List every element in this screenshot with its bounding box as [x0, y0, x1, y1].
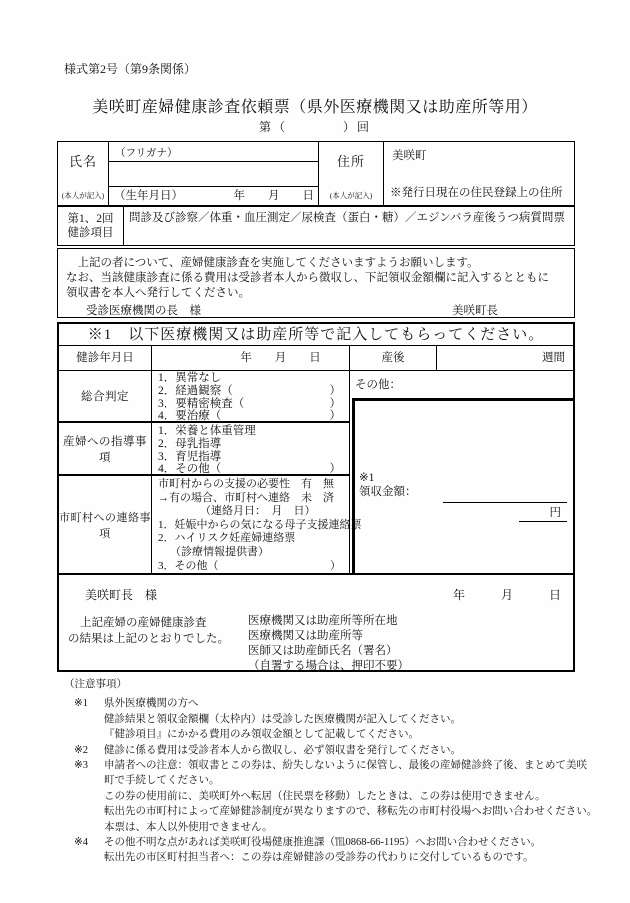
name-self-entry-note: (本人が記入) — [61, 191, 105, 200]
exam-items-label-cell — [58, 207, 124, 245]
clinic-entry-header: ※1 以下医療機関又は助産所等で記入してもらってください。 — [59, 324, 573, 346]
provider-address-label: 医療機関又は助産所等所在地 — [248, 615, 398, 627]
guidance-item: 4．その他（ ） — [158, 463, 341, 476]
receipt-ref-label: ※1 領収金額： — [359, 472, 417, 498]
address-remark: ※発行日現在の住民登録上の住所 — [390, 187, 563, 199]
postpartum-label: 産後 — [350, 346, 437, 370]
contact-item2b: （診療情報提供書） — [170, 545, 269, 558]
judgement-item: 2．経過観察（ ） — [158, 384, 341, 397]
exam-date-value: 年 月 日 — [152, 346, 350, 370]
round-line: 第（ ）回 — [258, 120, 371, 134]
contact-line3: （連絡月日： 月 日） — [200, 505, 316, 518]
address-town-value: 美咲町 — [392, 150, 427, 162]
request-line1: 上記の者について、産婦健康診査を実施してくださいますようお願いします。 — [77, 257, 479, 269]
address-label: 住所 — [336, 154, 365, 169]
judgement-list — [152, 371, 350, 423]
address-self-entry-note: (本人が記入) — [329, 191, 373, 200]
birthdate-label: （生年月日） — [114, 190, 183, 202]
notes-section — [64, 677, 604, 866]
result-date-units: 年 月 日 — [452, 588, 561, 602]
page-title: 美咲町産婦健康診査依頼票（県外医療機関又は助産所等用） — [92, 99, 538, 116]
request-line2: なお、当該健康診査に係る費用は受診者本人から徴収し、下記領収金額欄に記入するとともに — [66, 272, 549, 284]
note-item-3: ※3 申請者への注意：領収書とこの券は、紛失しないように保管し、最後の産婦健診終了後、まとめて美咲 町で手続してください。 この券の使用前に、美咲町外へ転居（住民票を移動）したときは、この券は使用できません。 転出先の市町村によって産婦健診制度が異なりますので、移転先の市町村役場へお問い合わせください。 本票は、本人以外使用できません。 — [74, 760, 598, 833]
exam-items-table — [57, 206, 575, 246]
request-box — [57, 248, 575, 318]
contact-item1: 1．妊娠中からの気になる母子支援連絡票 — [158, 518, 362, 531]
name-label: 氏名 — [68, 154, 97, 169]
contact-item3: 3．その他（ ） — [158, 559, 341, 572]
contact-line1: 市町村からの支援の必要性 有 無 — [158, 478, 334, 490]
notes-heading: （注意事項） — [64, 679, 127, 690]
note-item-1: ※1 県外医療機関の方へ 健診結果と領収金額欄（太枠内）は受診した医療機関が記入してください。 『健診項目』にかかる費用のみ領収金額として記載してください。 — [74, 698, 461, 741]
result-mayor: 美咲町長 様 — [85, 588, 158, 602]
furigana-label: （フリガナ） — [109, 142, 318, 162]
contact-list — [152, 476, 362, 573]
contact-item2: 2．ハイリスク妊産婦連絡票 — [158, 532, 296, 545]
name-label-cell — [58, 142, 109, 205]
guidance-label: 産婦への指導事項 — [59, 423, 152, 476]
form-number: 様式第2号（第9条関係） — [64, 62, 197, 76]
weeks-label: 週間 — [542, 352, 565, 364]
judgement-item: 3．要精密検査（ ） — [158, 397, 341, 410]
request-line3: 領収書を本人へ発行してください。 — [66, 287, 250, 299]
guidance-item: 3．育児指導 — [158, 450, 222, 463]
judgement-item: 1．異常なし — [158, 372, 222, 384]
clinic-entry-box — [57, 322, 575, 672]
provider-block — [248, 614, 409, 674]
table-bottom-divider — [59, 573, 573, 575]
name-entry-cell — [109, 142, 319, 205]
exam-items-label-line1: 第1、2回 — [67, 213, 114, 225]
receipt-amount-line — [443, 502, 567, 503]
exam-items-content: 問診及び診察／体重・血圧測定／尿検査（蛋白・糖）／エジンバラ産後うつ病質問票 — [129, 212, 565, 224]
address-label-cell — [319, 142, 384, 205]
receipt-amount-box — [352, 398, 573, 573]
provider-seal-note: （自署する場合は、押印不要） — [248, 660, 409, 672]
guidance-item: 1．栄養と体重管理 — [158, 425, 256, 437]
address-entry-cell — [384, 142, 574, 205]
guidance-list — [152, 423, 350, 476]
request-addressee: 受診医療機関の長 様 — [86, 305, 201, 317]
note-item-2: ※2 健診に係る費用は受診者本人から徴収し、必ず領収書を発行してください。 — [74, 744, 461, 756]
request-sender: 美咲町長 — [452, 305, 498, 317]
birthdate-date-units: 年 月 日 — [233, 190, 314, 202]
judgement-label: 総合判定 — [59, 371, 152, 423]
receipt-yen-unit: 円 — [519, 505, 567, 522]
birthdate-row — [109, 187, 318, 204]
contact-line2: →有の場合、市町村へ連絡 未 済 — [158, 491, 334, 504]
request-addressee-row — [66, 304, 566, 319]
judgement-item: 4．要治療（ ） — [158, 410, 341, 423]
exam-items-label-line2: 健診項目 — [67, 227, 114, 239]
result-line2: の結果は上記のとおりでした。 — [68, 633, 229, 645]
name-entry-area — [109, 162, 318, 187]
applicant-table — [57, 141, 575, 206]
guidance-item: 2．母乳指導 — [158, 437, 222, 450]
contact-label: 市町村への連絡事項 — [59, 476, 152, 573]
provider-doctor-label: 医師又は助産師氏名（署名） — [248, 645, 398, 657]
exam-date-label: 健診年月日 — [59, 346, 152, 370]
provider-name-label: 医療機関又は助産所等 — [248, 630, 363, 642]
result-line1: 上記産婦の産婦健康診査 — [80, 617, 207, 629]
exam-date-row — [59, 346, 573, 371]
note-item-4: ※4 その他不明な点があれば美咲町役場健康推進課（℡0868-66-1195）へお問い合わせください。 転出先の市区町村担当者へ：この券は産婦健診の受診券の代わりに交付しているものです。 — [74, 837, 542, 864]
other-findings-label: その他： — [355, 379, 401, 391]
